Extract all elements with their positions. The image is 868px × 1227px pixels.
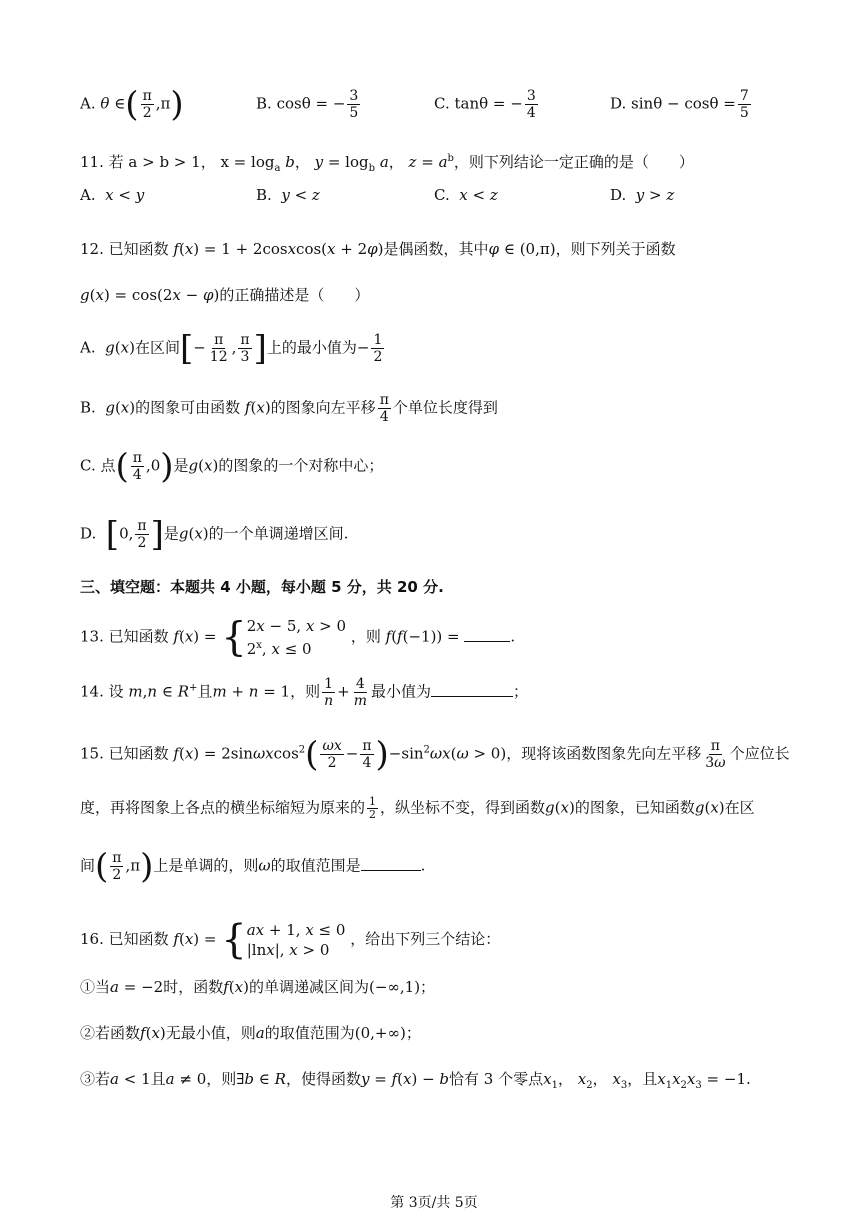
q11-option-b: B. y < z <box>256 186 320 204</box>
q10-option-c: C. tanθ = − $\frac{3}{4}$ <box>434 88 536 121</box>
q16-stem: 16. 已知函数 f(x) = { ax + 1, x ≤ 0 |lnx|, x > 0 ，给出下列三个结论： <box>80 917 501 963</box>
q14-stem: 14. 设 m,n ∈ R+且m + n = 1，则 $\frac{1}{n}$ + $\frac{4}{m}$ 最小值为 ； <box>80 676 529 709</box>
q10-option-a: A. θ ∈( $\frac{\pi}{2}$ ,π) <box>80 84 184 125</box>
q12-stem-line1: 12. 已知函数 f(x) = 1 + 2cosxcos(x + 2φ)是偶函数，其中φ ∈ (0,π)，则下列关于函数 <box>80 240 676 258</box>
page-footer: 第 3页/共 5页 <box>390 1195 478 1211</box>
q12-stem-line2: g(x) = cos(2x − φ)的正确描述是（ ） <box>80 286 370 304</box>
q12-option-c: C. 点( $\frac{\pi}{4}$ ,0)是g(x)的图象的一个对称中心； <box>80 446 384 487</box>
q15-stem-line1: 15. 已知函数 f(x) = 2sinωxcos$^2$( $\frac{\omega x}{2}$ − $\frac{\pi}{4}$ )$-\sin^2\omega x(\omega > 0)$，现将该函数图象先向左平移 $\frac{\pi}{3\omega}$ 个应位长 <box>80 734 790 775</box>
section-3-heading: 三、填空题：本题共 4 小题，每小题 5 分，共 20 分. <box>80 578 444 596</box>
q10-option-b: B. cosθ = − $\frac{3}{5}$ <box>256 88 359 121</box>
q15-stem-line3: 间( $\frac{\pi}{2}$ ,π)上是单调的，则ω的取值范围是 . <box>80 846 426 887</box>
q13-stem: 13. 已知函数 f(x) = { 2x − 5, x > 0 2$^x$, x ≤ 0 ，则 f(f(−1)) = . <box>80 614 516 661</box>
q12-option-d: D. [0, $\frac{\pi}{2}$ ]是g(x)的一个单调递增区间. <box>80 514 349 555</box>
q12-option-a: A. g(x)在区间[− $\frac{\pi}{12}$ , $\frac{\pi}{3}$ ]上的最小值为− $\frac{1}{2}$ <box>80 328 383 369</box>
q11-stem: 11. 若 a > b > 1， $x = \log_a b$， $y = \log_b a$， $z = a^b$，则下列结论一定正确的是（ ） <box>80 153 694 174</box>
q15-stem-line2: 度，再将图象上各点的横坐标缩短为原来的 $\frac{1}{2}$ ，纵坐标不变，得到函数g(x)的图象，已知函数g(x)在区 <box>80 795 755 821</box>
q16-conclusion-3: ③若a < 1且a ≠ 0，则∃b ∈ R，使得函数y = f(x) − b恰有 3 个零点$x_1$， $x_2$， $x_3$，且$x_1x_2x_3 = -1$. <box>80 1070 751 1091</box>
q16-conclusion-1: ①当a = −2时，函数f(x)的单调递减区间为(−∞,1)； <box>80 978 436 996</box>
q16-conclusion-2: ②若函数f(x)无最小值，则a的取值范围为(0,+∞)； <box>80 1024 421 1042</box>
q11-option-c: C. x < z <box>434 186 498 204</box>
q11-option-a: A. x < y <box>80 186 145 204</box>
q11-option-d: D. y > z <box>610 186 675 204</box>
q12-option-b: B. g(x)的图象可由函数 f(x)的图象向左平移 $\frac{\pi}{4}$ 个单位长度得到 <box>80 392 498 425</box>
q10-option-d: D. sinθ − cosθ = $\frac{7}{5}$ <box>610 88 749 121</box>
